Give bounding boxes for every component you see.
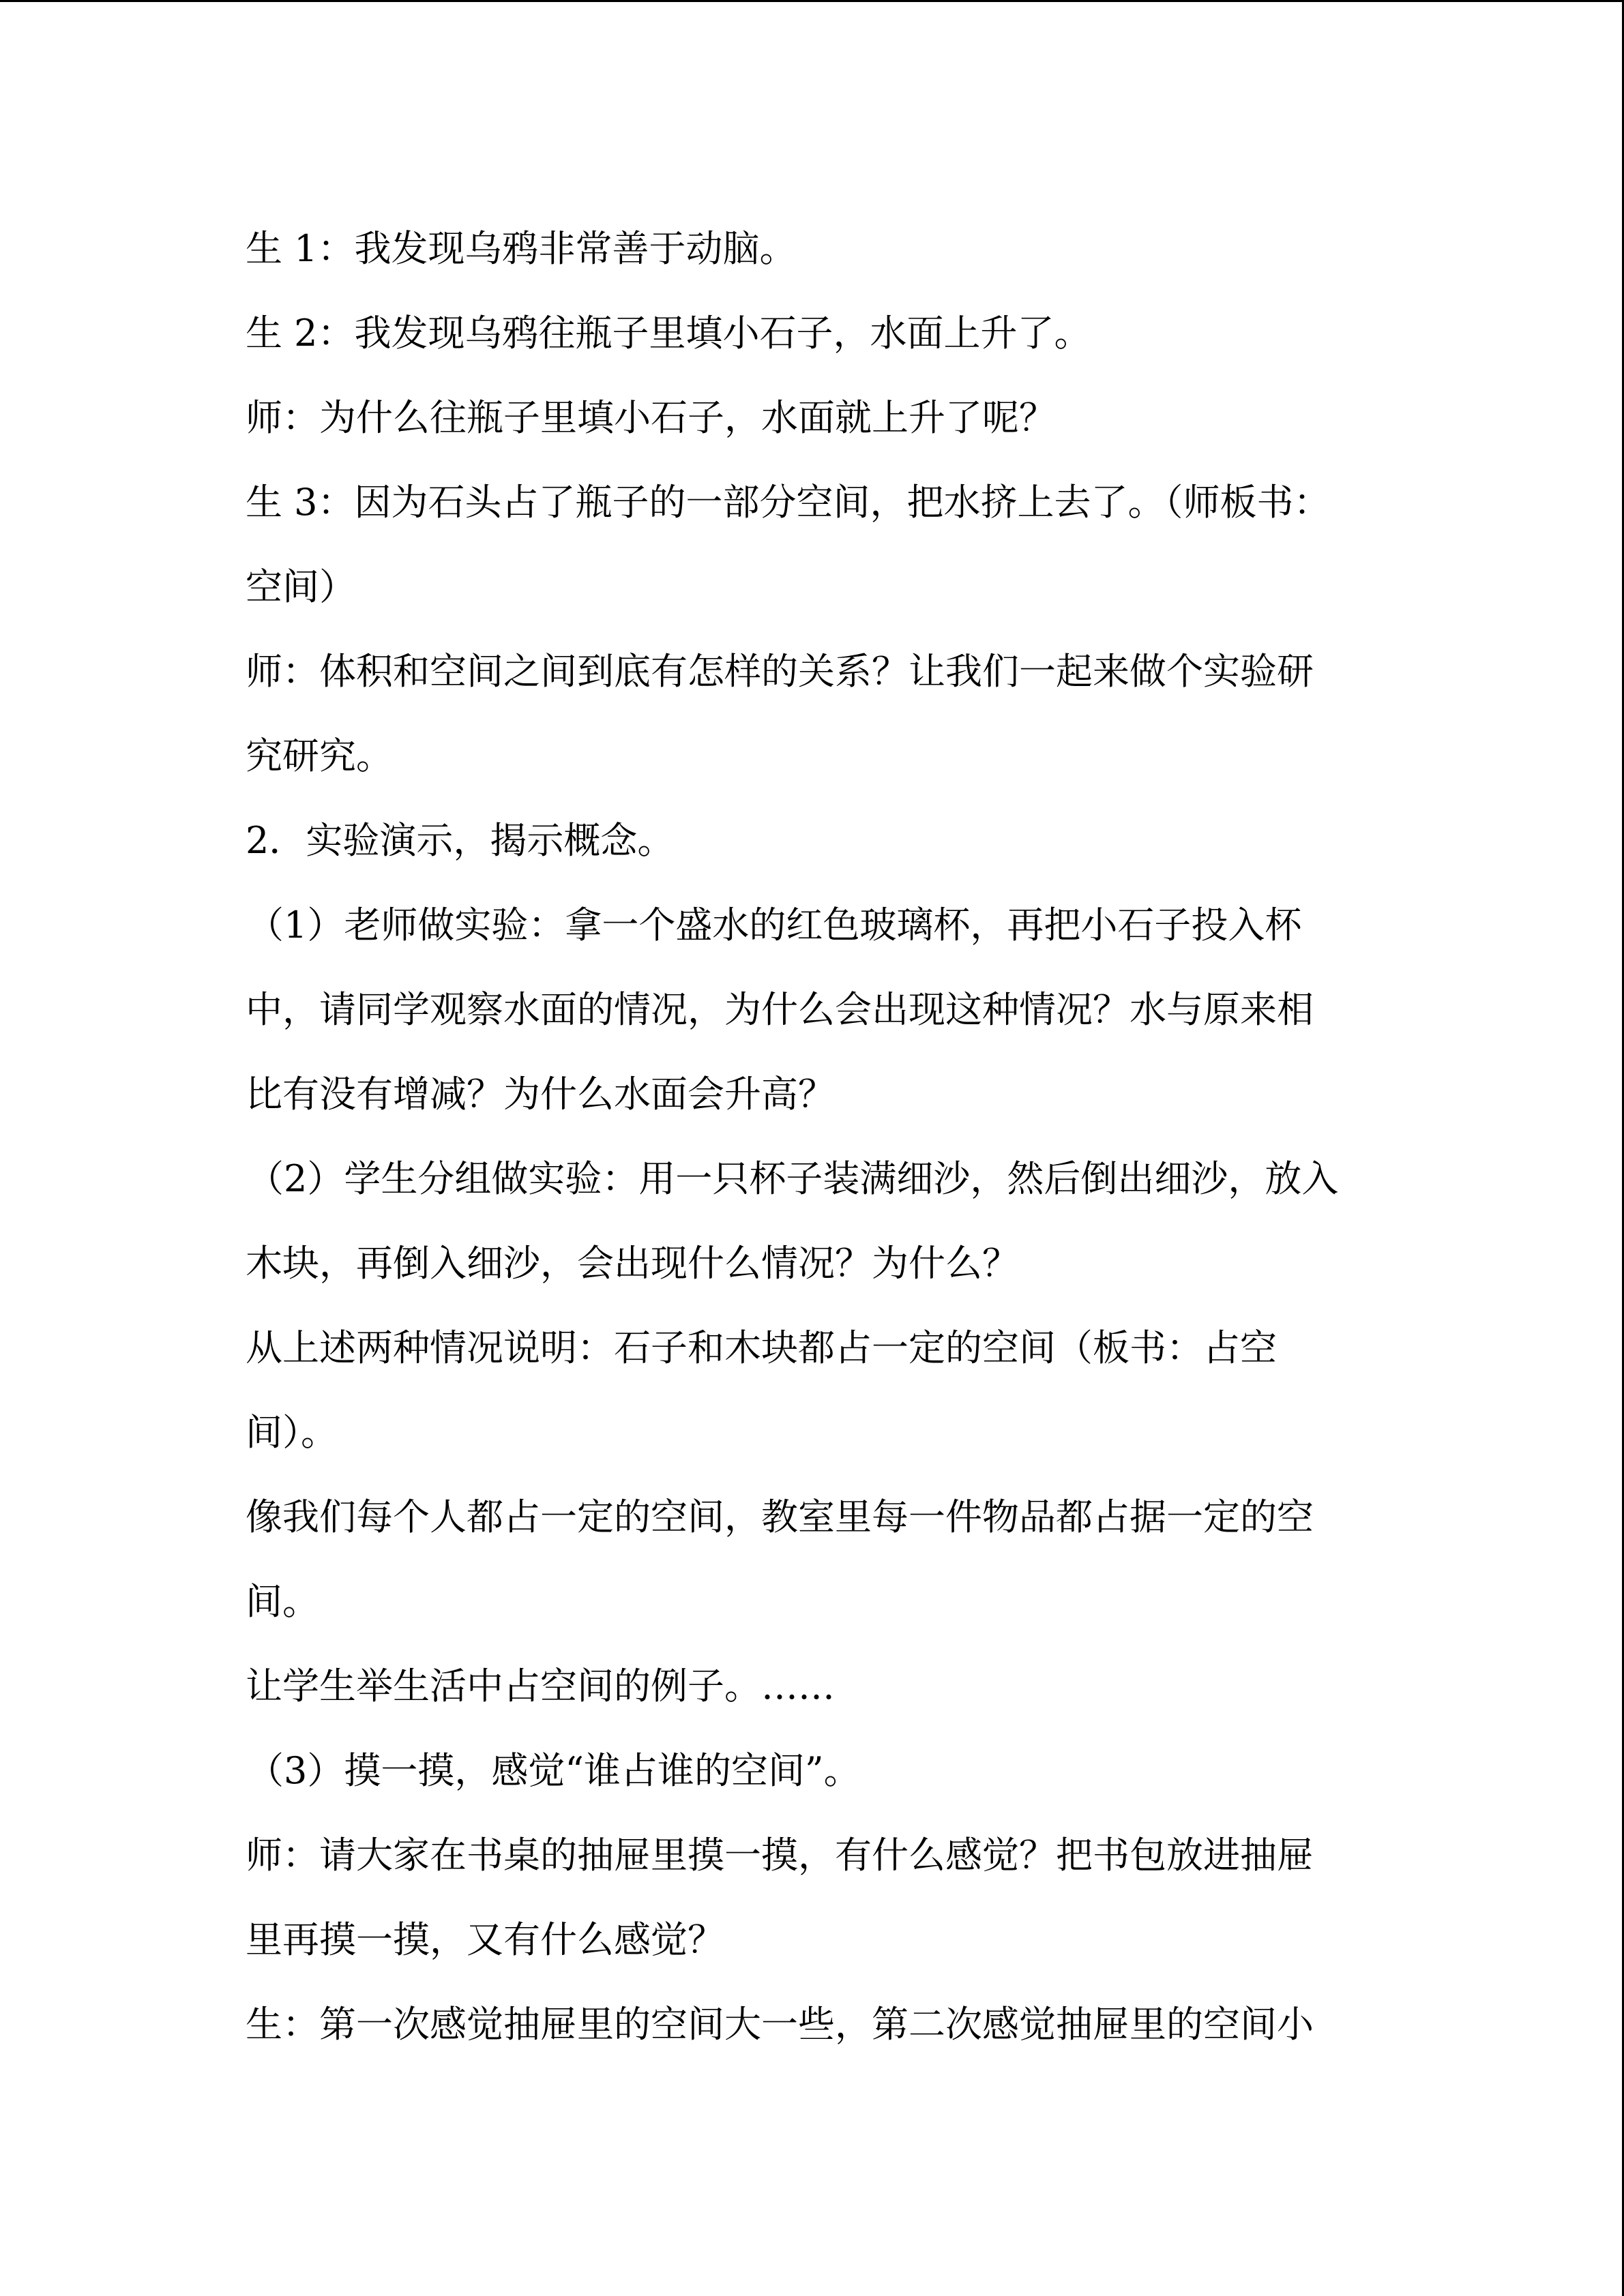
text-line: 中，请同学观察水面的情况，为什么会出现这种情况？水与原来相 xyxy=(246,988,1314,1031)
document-body xyxy=(246,207,1378,2067)
text-line: 让学生举生活中占空间的例子。…… xyxy=(246,1665,835,1708)
text-line: （2）学生分组做实验：用一只杯子装满细沙，然后倒出细沙，放入 xyxy=(247,1157,1339,1200)
section-heading: 2．实验演示，揭示概念。 xyxy=(246,819,675,862)
text-line: 师：为什么往瓶子里填小石子，水面就上升了呢？ xyxy=(246,396,1056,439)
text-line: （1）老师做实验：拿一个盛水的红色玻璃杯，再把小石子投入杯 xyxy=(247,904,1302,946)
text-line: 像我们每个人都占一定的空间，教室里每一件物品都占据一定的空 xyxy=(246,1495,1314,1538)
text-line: 生 1：我发现乌鸦非常善于动脑。 xyxy=(246,227,797,270)
text-line: 生 2：我发现乌鸦往瓶子里填小石子，水面上升了。 xyxy=(246,312,1091,355)
text-line: 里再摸一摸，又有什么感觉？ xyxy=(246,1918,724,1961)
text-line: 生 3：因为石头占了瓶子的一部分空间，把水挤上去了。（师板书： xyxy=(246,481,1331,524)
text-line: （3）摸一摸，感觉“谁占谁的空间”。 xyxy=(247,1749,861,1792)
text-line: 间）。 xyxy=(246,1411,338,1454)
text-line: 间。 xyxy=(246,1580,319,1623)
text-line: 木块，再倒入细沙，会出现什么情况？为什么？ xyxy=(246,1242,1019,1285)
text-line: 师：体积和空间之间到底有怎样的关系？让我们一起来做个实验研 xyxy=(246,650,1314,693)
text-line: 比有没有增减？为什么水面会升高？ xyxy=(246,1073,835,1116)
text-line: 师：请大家在书桌的抽屉里摸一摸，有什么感觉？把书包放进抽屉 xyxy=(246,1834,1314,1877)
text-line: 空间） xyxy=(246,565,356,608)
text-line: 究研究。 xyxy=(246,734,393,777)
text-line: 生：第一次感觉抽屉里的空间大一些，第二次感觉抽屉里的空间小 xyxy=(246,2003,1314,2046)
text-line: 从上述两种情况说明：石子和木块都占一定的空间（板书：占空 xyxy=(246,1326,1277,1369)
